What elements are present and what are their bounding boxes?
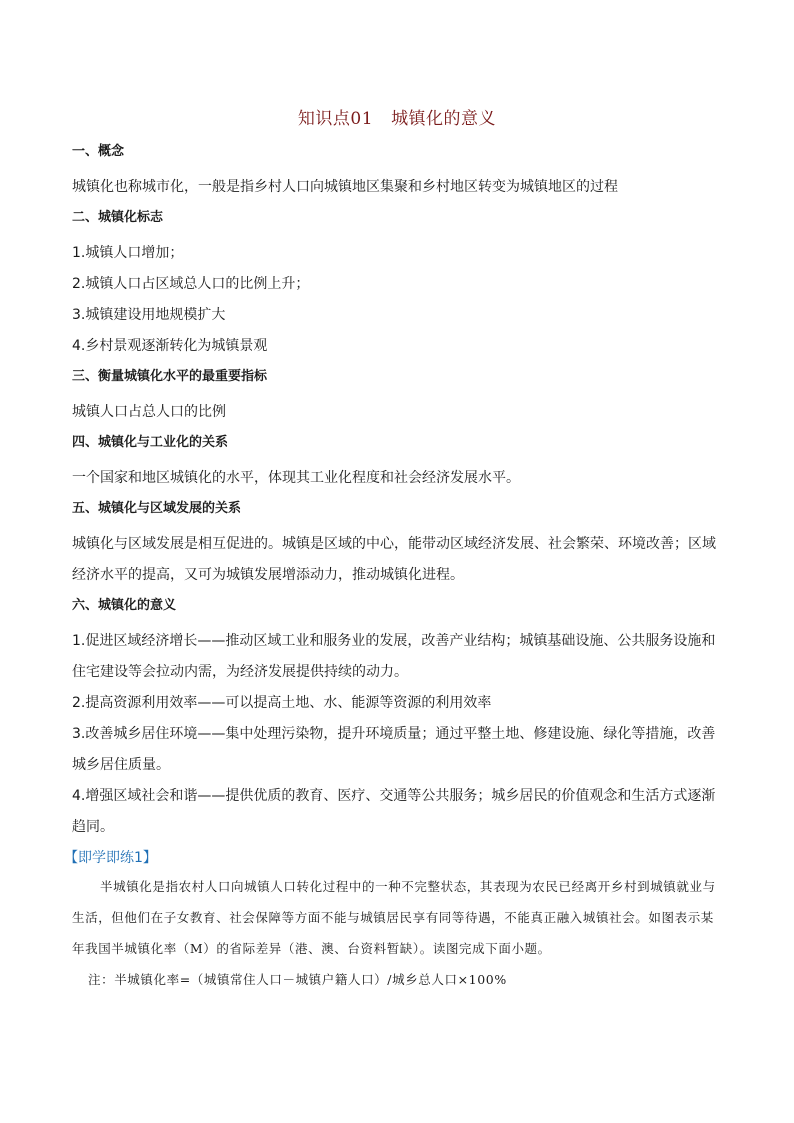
page-title: [0, 104, 794, 129]
regional-development-paragraph: 城镇化与区域发展是相互促进的。城镇是区域的中心，能带动区域经济发展、社会繁荣、环境改善；区域经济水平的提高，又可为城镇发展增添动力，推动城镇化进程。: [72, 536, 716, 583]
section-heading-industrialization: 四、城镇化与工业化的关系: [72, 435, 229, 450]
significance-item-4: 4.增强区域社会和谐——提供优质的教育、医疗、交通等公共服务；城乡居民的价值观念和生活方式逐渐趋同。: [72, 788, 716, 835]
industrialization-paragraph: 一个国家和地区城镇化的水平，体现其工业化程度和社会经济发展水平。: [72, 470, 520, 486]
indicator-item-1: 1.城镇人口增加；: [72, 245, 184, 261]
section-heading-concept: 一、概念: [72, 144, 125, 159]
significance-item-1: 1.促进区域经济增长——推动区域工业和服务业的发展，改善产业结构；城镇基础设施、公共服务设施和住宅建设等会拉动内需，为经济发展提供持续的动力。: [72, 633, 716, 680]
significance-item-2: 2.提高资源利用效率——可以提高土地、水、能源等资源的利用效率: [72, 695, 492, 711]
title-part1: 知识点01: [297, 109, 374, 129]
significance-item-3: 3.改善城乡居住环境——集中处理污染物，提升环境质量；通过平整土地、修建设施、绿化等措施，改善城乡居住质量。: [72, 726, 716, 773]
concept-paragraph: 城镇化也称城市化，一般是指乡村人口向城镇地区集聚和乡村地区转变为城镇地区的过程: [72, 179, 618, 195]
practice-note: 注：半城镇化率=（城镇常住人口－城镇户籍人口）/城乡总人口×100%: [88, 972, 507, 987]
indicator-item-3: 3.城镇建设用地规模扩大: [72, 307, 226, 323]
indicator-item-4: 4.乡村景观逐渐转化为城镇景观: [72, 338, 268, 354]
indicator-item-2: 2.城镇人口占区域总人口的比例上升；: [72, 276, 310, 292]
section-heading-measure: 三、衡量城镇化水平的最重要指标: [72, 369, 268, 384]
practice-paragraph: 半城镇化是指农村人口向城镇人口转化过程中的一种不完整状态，其表现为农民已经离开乡村到城镇就业与生活，但他们在子女教育、社会保障等方面不能与城镇居民享有同等待遇，不能真正融入城镇社会。如图表示某年我国半城镇化率（M）的省际差异（港、澳、台资料暂缺）。读图完成下面小题。: [72, 879, 716, 956]
measure-paragraph: 城镇人口占总人口的比例: [72, 404, 226, 420]
practice-label: 【即学即练1】: [64, 850, 157, 866]
section-heading-regional-development: 五、城镇化与区域发展的关系: [72, 501, 242, 516]
title-part2: 城镇化的意义: [391, 109, 497, 129]
document-body: [64, 142, 722, 995]
section-heading-indicators: 二、城镇化标志: [72, 210, 164, 225]
section-heading-significance: 六、城镇化的意义: [72, 598, 177, 613]
